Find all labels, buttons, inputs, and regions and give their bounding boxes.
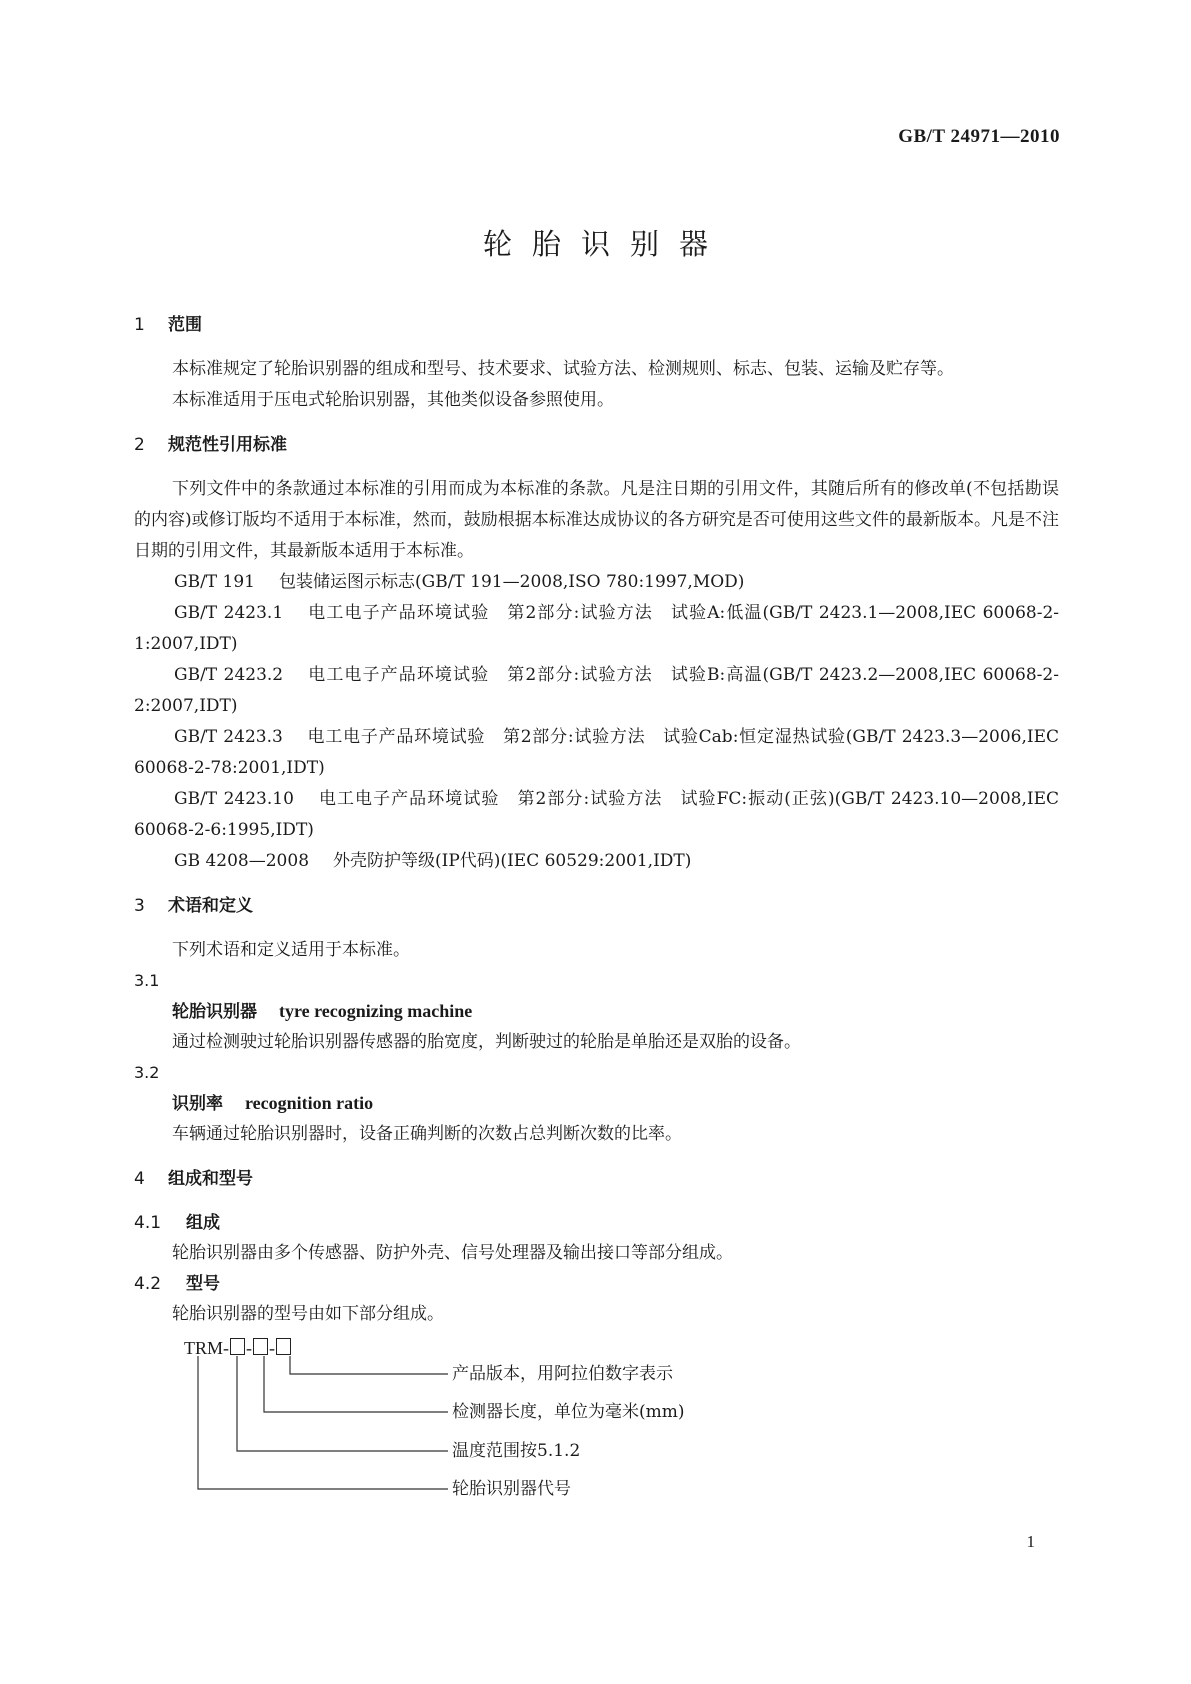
section-number: 3 <box>134 896 145 916</box>
section-2-heading <box>134 430 1059 460</box>
subsection-title: 组成 <box>186 1213 220 1233</box>
section-3-heading <box>134 891 1059 921</box>
model-separator: - <box>246 1338 252 1358</box>
paragraph: 本标准适用于压电式轮胎识别器，其他类似设备参照使用。 <box>172 390 614 410</box>
term-en: tyre recognizing machine <box>279 1001 473 1021</box>
term-name <box>172 996 1059 1027</box>
term-number: 3.1 <box>134 971 160 990</box>
section-title: 规范性引用标准 <box>168 435 287 455</box>
paragraph: 下列文件中的条款通过本标准的引用而成为本标准的条款。凡是注日期的引用文件，其随后所有的修改单(不包括勘误的内容)或修订版均不适用于本标准，然而，鼓励根据本标准达成协议的各方研究是否可使用这些文件的最新版本。凡是不注日期的引用文件，其最新版本适用于本标准。 <box>134 479 1059 561</box>
document-title: 轮胎识别器 <box>482 227 728 261</box>
reference-item <box>134 722 1059 784</box>
label-temperature-range: 温度范围按5.1.2 <box>452 1441 581 1461</box>
section-number: 1 <box>134 315 145 335</box>
model-separator: - <box>269 1338 275 1358</box>
term-zh: 识别率 <box>172 1094 223 1114</box>
standard-code: GB/T 24971—2010 <box>898 126 1060 147</box>
section-title: 组成和型号 <box>168 1169 253 1189</box>
reference-item <box>134 660 1059 722</box>
section-1-heading <box>134 310 1059 340</box>
subsection-number: 4.2 <box>134 1274 162 1294</box>
paragraph: 本标准规定了轮胎识别器的组成和型号、技术要求、试验方法、检测规则、标志、包装、运输及贮存等。 <box>172 359 954 379</box>
reference-text: 电工电子产品环境试验 第2部分:试验方法 试验B:高温(GB/T 2423.2—2008,IEC 60068-2-2:2007,IDT) <box>134 665 1059 716</box>
section-4-heading <box>134 1164 1059 1194</box>
reference-code: GB/T 2423.10 <box>174 789 294 809</box>
leader-line-code <box>198 1356 448 1489</box>
label-product-version: 产品版本，用阿拉伯数字表示 <box>452 1364 673 1384</box>
label-detector-length: 检测器长度，单位为毫米(mm) <box>452 1402 685 1422</box>
reference-item <box>134 784 1059 846</box>
subsection-title: 型号 <box>186 1274 220 1294</box>
page-number: 1 <box>1026 1532 1035 1551</box>
term-en: recognition ratio <box>245 1093 374 1113</box>
term-zh: 轮胎识别器 <box>172 1002 257 1022</box>
document-body <box>134 310 1059 1506</box>
reference-text: 电工电子产品环境试验 第2部分:试验方法 试验A:低温(GB/T 2423.1—2008,IEC 60068-2-1:2007,IDT) <box>134 603 1059 654</box>
reference-text: 包装储运图示标志(GB/T 191—2008,ISO 780:1997,MOD) <box>279 572 745 592</box>
term-definition: 通过检测驶过轮胎识别器传感器的胎宽度，判断驶过的轮胎是单胎还是双胎的设备。 <box>172 1032 801 1052</box>
paragraph: 轮胎识别器的型号由如下部分组成。 <box>172 1304 444 1324</box>
reference-text: 电工电子产品环境试验 第2部分:试验方法 试验Cab:恒定湿热试验(GB/T 2423.3—2006,IEC 60068-2-78:2001,IDT) <box>134 727 1059 778</box>
reference-item <box>134 846 1059 877</box>
reference-code: GB/T 191 <box>174 572 255 592</box>
reference-code: GB/T 2423.3 <box>174 727 283 747</box>
term-number: 3.2 <box>134 1063 160 1082</box>
term-definition: 车辆通过轮胎识别器时，设备正确判断的次数占总判断次数的比率。 <box>172 1124 682 1144</box>
subsection-number: 4.1 <box>134 1213 162 1233</box>
section-title: 范围 <box>168 315 202 335</box>
label-device-code: 轮胎识别器代号 <box>452 1479 571 1499</box>
reference-code: GB/T 2423.2 <box>174 665 284 685</box>
section-title: 术语和定义 <box>168 896 253 916</box>
reference-code: GB 4208—2008 <box>174 851 310 871</box>
reference-text: 外壳防护等级(IP代码)(IEC 60529:2001,IDT) <box>333 851 692 871</box>
section-number: 2 <box>134 435 145 455</box>
leader-line-version <box>290 1356 448 1374</box>
model-prefix: TRM- <box>184 1338 229 1358</box>
leader-line-temperature <box>237 1356 448 1451</box>
paragraph: 轮胎识别器由多个传感器、防护外壳、信号处理器及输出接口等部分组成。 <box>172 1243 733 1263</box>
term-name <box>172 1088 1059 1119</box>
section-number: 4 <box>134 1169 145 1189</box>
paragraph: 下列术语和定义适用于本标准。 <box>172 940 410 960</box>
reference-item <box>134 598 1059 660</box>
leader-lines <box>134 1336 464 1506</box>
reference-text: 电工电子产品环境试验 第2部分:试验方法 试验FC:振动(正弦)(GB/T 2423.10—2008,IEC 60068-2-6:1995,IDT) <box>134 789 1059 840</box>
subsection-4-1-heading <box>134 1208 1059 1238</box>
leader-line-length <box>264 1356 448 1412</box>
reference-code: GB/T 2423.1 <box>174 603 284 623</box>
model-designation-diagram <box>134 1336 1059 1506</box>
subsection-4-2-heading <box>134 1269 1059 1299</box>
reference-item <box>134 567 1059 598</box>
